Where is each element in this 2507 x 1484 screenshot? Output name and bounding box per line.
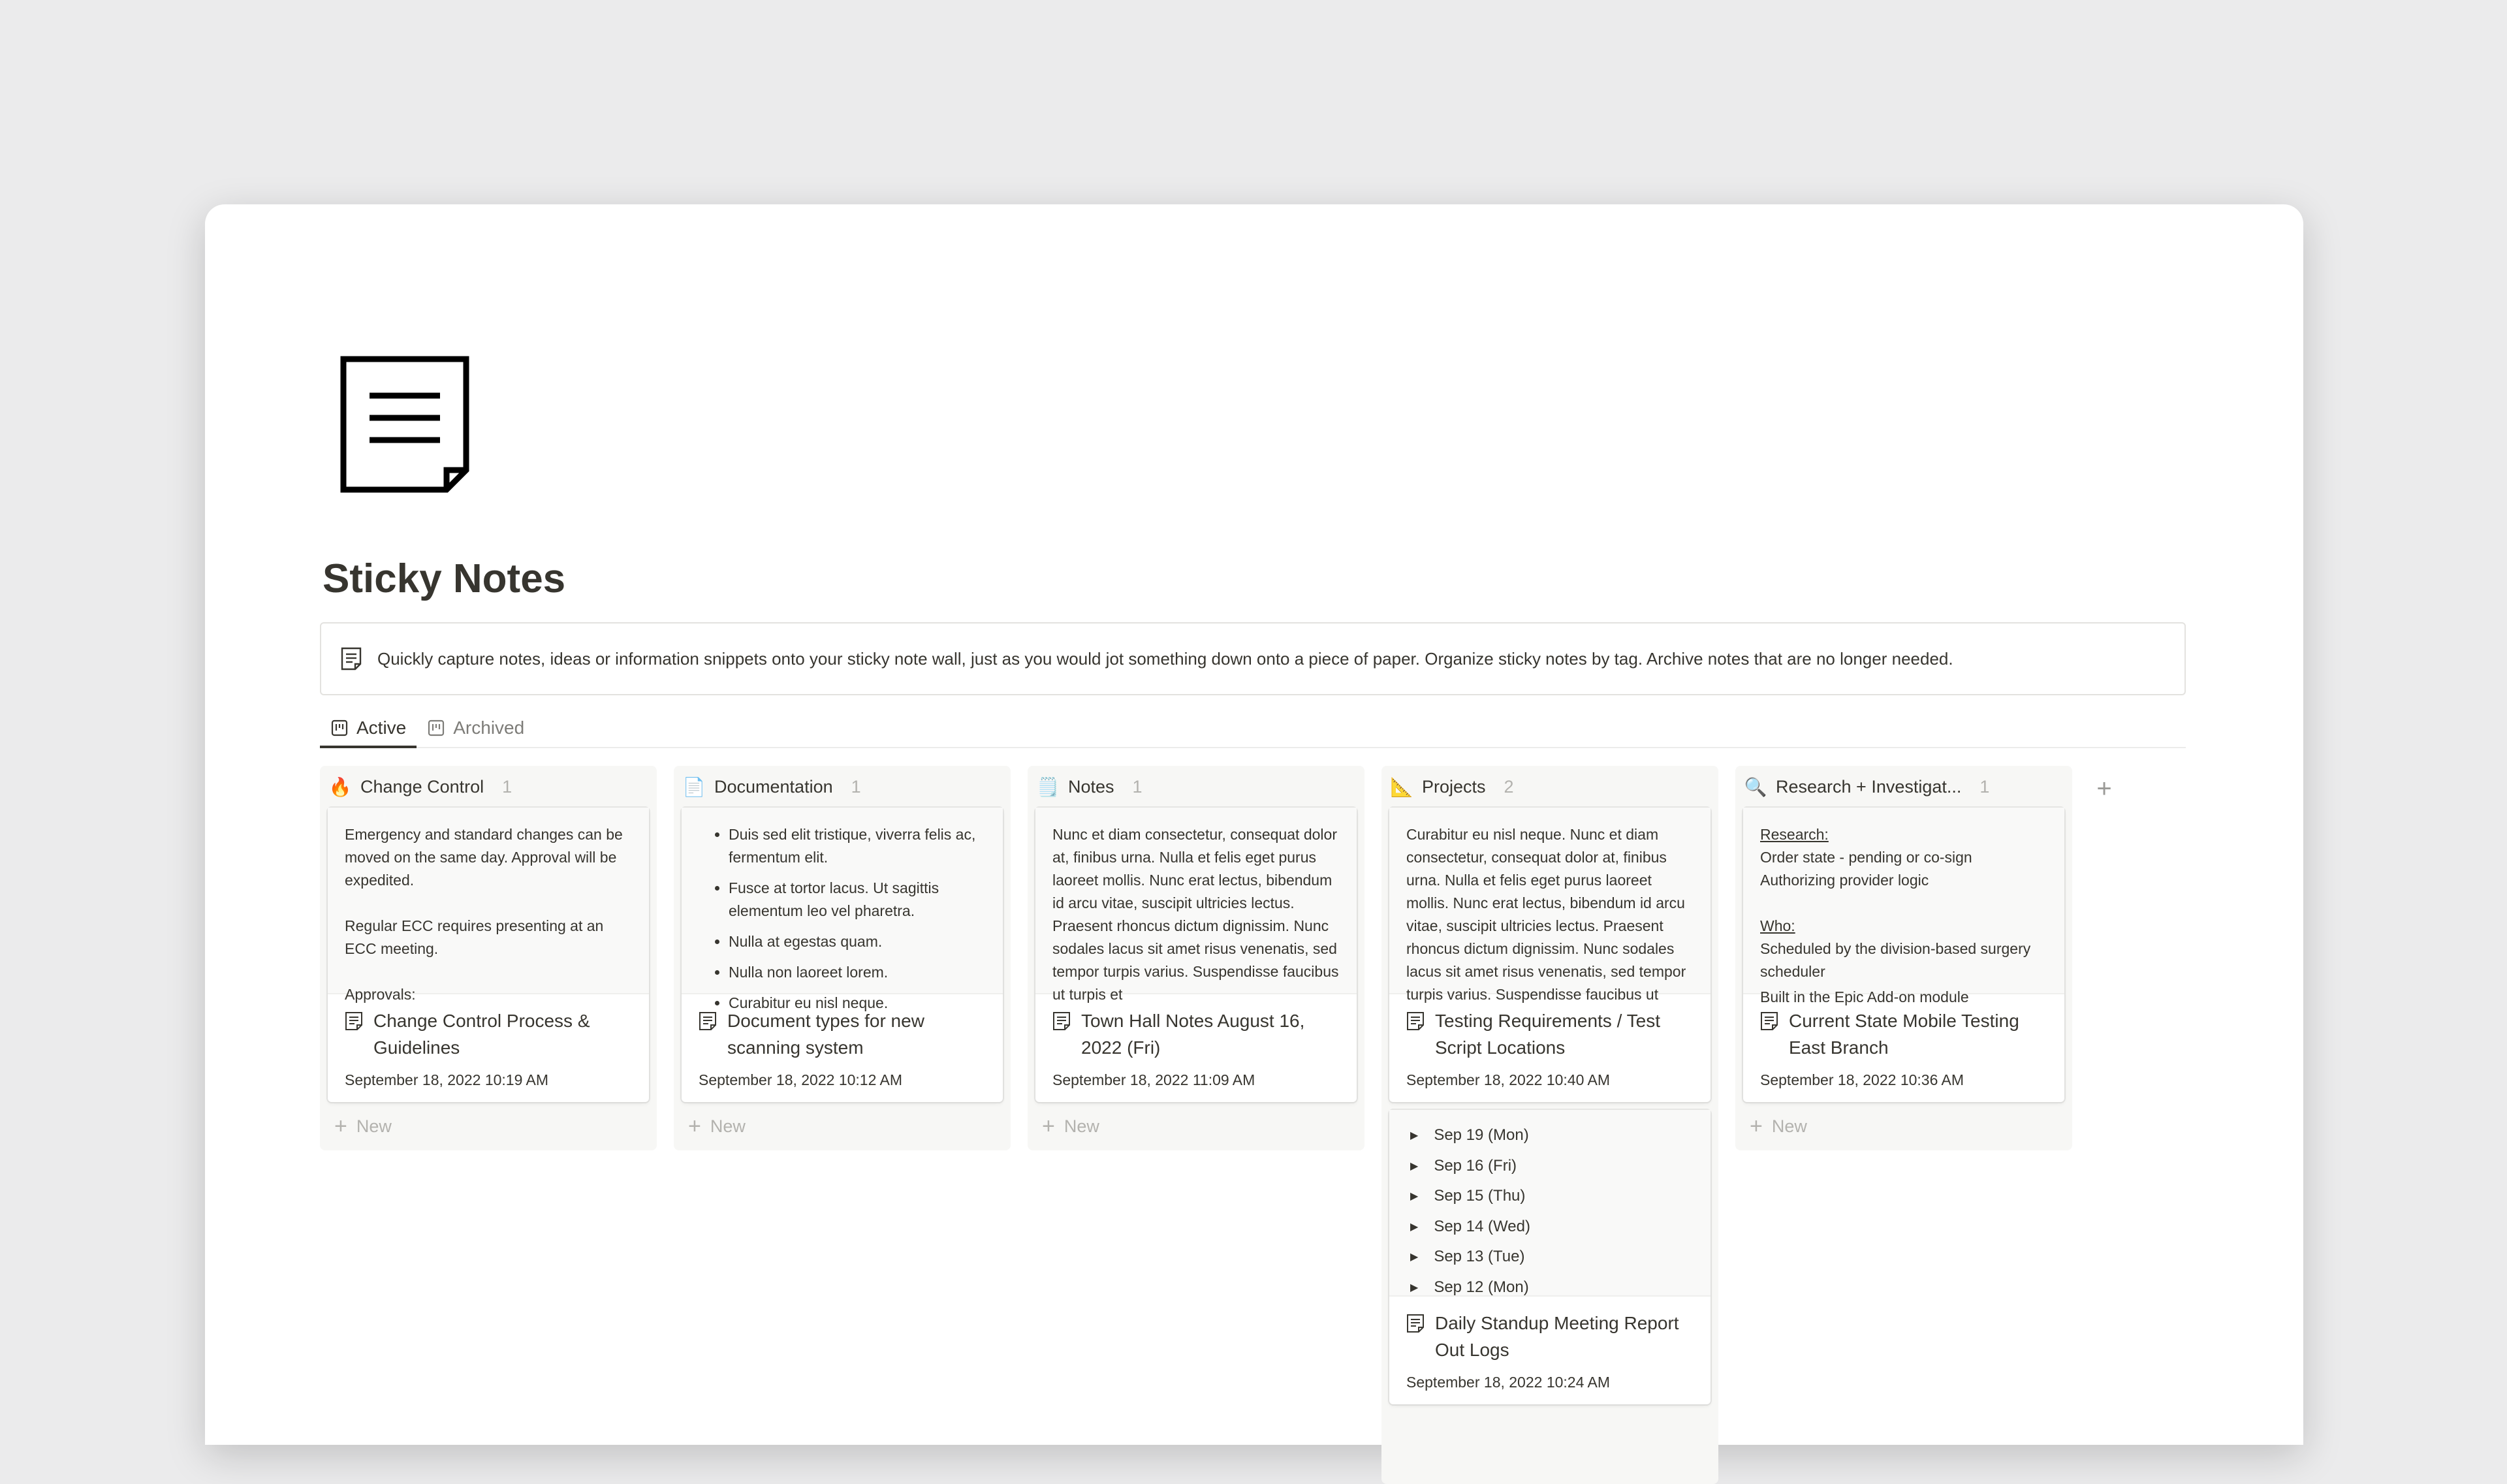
page-facing-up-icon: 📄	[682, 776, 706, 797]
toggle-triangle-icon: ▶	[1410, 1160, 1419, 1172]
column-count: 1	[851, 776, 861, 797]
note-card[interactable]	[1389, 808, 1711, 1102]
toggle-triangle-icon: ▶	[1410, 1252, 1419, 1263]
column-count: 2	[1504, 776, 1514, 797]
new-label: New	[1064, 1116, 1099, 1136]
card-title-line: Document types for new	[727, 1011, 924, 1031]
toggle-triangle-icon: ▶	[1410, 1221, 1419, 1233]
preview-bullet: • Curabitur eu nisl neque.	[729, 992, 986, 1015]
new-card-button[interactable]	[1028, 1102, 1364, 1150]
new-card-button[interactable]	[674, 1102, 1011, 1150]
note-card[interactable]	[1743, 808, 2064, 1102]
preview-label: Who:	[1760, 917, 1795, 934]
toggle-item[interactable]	[1389, 1120, 1711, 1151]
toggle-triangle-icon: ▶	[1410, 1191, 1419, 1203]
toggle-triangle-icon: ▶	[1410, 1282, 1419, 1293]
new-label: New	[356, 1116, 392, 1136]
column-name: Documentation	[714, 776, 833, 797]
new-card-button[interactable]	[1735, 1102, 2072, 1150]
board-column-documentation	[674, 766, 1011, 1150]
card-title-line: Daily Standup Meeting Report	[1435, 1313, 1679, 1333]
preview-bullet: • Fusce at tortor lacus. Ut sagittis elementum leo vel pharetra.	[729, 877, 986, 923]
page-window	[205, 204, 2303, 1445]
card-title-line: Out Logs	[1435, 1340, 1509, 1360]
add-group-button[interactable]: +	[2096, 774, 2112, 803]
plus-icon: +	[1042, 1114, 1055, 1139]
column-count: 1	[1132, 776, 1143, 797]
preview-text: Approvals:	[345, 986, 416, 1003]
plus-icon: +	[688, 1114, 701, 1139]
board-column-projects	[1381, 766, 1718, 1484]
preview-bullet: • Nulla non laoreet lorem.	[729, 961, 986, 984]
note-card[interactable]	[328, 808, 649, 1102]
board-column-research	[1735, 766, 2072, 1150]
new-label: New	[710, 1116, 746, 1136]
card-date: September 18, 2022 10:40 AM	[1406, 1071, 1610, 1088]
description-callout	[320, 622, 2186, 695]
plus-icon: +	[334, 1114, 347, 1139]
card-preview	[1389, 808, 1711, 1003]
board-view-icon	[330, 719, 349, 737]
tab-label: Active	[356, 718, 407, 738]
page-title: Sticky Notes	[323, 556, 566, 601]
column-header[interactable]	[1381, 766, 1718, 808]
plus-icon: +	[1750, 1114, 1763, 1139]
page-document-icon	[1051, 1011, 1072, 1032]
card-title-line: East Branch	[1789, 1037, 1889, 1058]
card-title-line: 2022 (Fri)	[1081, 1037, 1161, 1058]
toggle-item[interactable]	[1389, 1212, 1711, 1242]
card-title-line: Town Hall Notes August 16,	[1081, 1011, 1305, 1031]
note-card[interactable]	[682, 808, 1003, 1102]
preview-text: Nunc et diam consectetur, consequat dolor at, finibus urna. Nulla et felis eget purus laoreet mollis. Nunc erat lectus, bibendum id arcu vitae, suscipit ultricies lectus. Praesent rhoncus dictum dignissim. Nunc sodales lacus sit amet risus venenatis, sed tempor turpis varius. Suspendisse faucibus ut turpis et	[1052, 826, 1339, 1003]
column-header[interactable]	[1028, 766, 1364, 808]
toggle-item[interactable]	[1389, 1151, 1711, 1182]
column-name: Research + Investigat...	[1776, 776, 1962, 797]
card-date: September 18, 2022 11:09 AM	[1052, 1071, 1255, 1088]
preview-text: Scheduled by the division-based surgery scheduler	[1760, 940, 2031, 980]
preview-text: Curabitur eu nisl neque. Nunc et diam consectetur, consequat dolor at, finibus urna. Nulla et felis eget purus laoreet mollis. Nunc erat lectus, bibendum id arcu vitae, suscipit ultricies lectus. Praesent rhoncus dictum dignissim. Nunc sodales lacus sit amet risus venenatis, sed tempor turpis varius. Suspendisse faucibus ut	[1406, 826, 1686, 1003]
card-date: September 18, 2022 10:12 AM	[699, 1071, 902, 1088]
toggle-label: Sep 19 (Mon)	[1434, 1126, 1529, 1145]
magnifying-glass-icon: 🔍	[1744, 776, 1767, 797]
preview-text: Authorizing provider logic	[1760, 872, 1929, 889]
page-document-icon	[343, 1011, 364, 1032]
board-column-change-control	[320, 766, 657, 1150]
view-tabs	[320, 709, 2186, 748]
toggle-label: Sep 13 (Tue)	[1434, 1248, 1525, 1266]
tab-label: Archived	[453, 718, 525, 738]
card-title-line: Guidelines	[373, 1037, 460, 1058]
column-count: 1	[502, 776, 512, 797]
note-card[interactable]	[1035, 808, 1357, 1102]
tab-active[interactable]	[320, 709, 417, 747]
card-preview	[328, 808, 649, 1003]
new-card-button[interactable]	[320, 1102, 657, 1150]
card-title	[1389, 1297, 1711, 1363]
preview-text: Regular ECC requires presenting at an ECC meeting.	[345, 917, 604, 957]
column-name: Change Control	[360, 776, 484, 797]
page-document-icon	[697, 1011, 718, 1032]
card-preview	[1035, 808, 1357, 1003]
toggle-label: Sep 12 (Mon)	[1434, 1278, 1529, 1296]
toggle-label: Sep 15 (Thu)	[1434, 1187, 1526, 1205]
tab-archived[interactable]	[417, 709, 535, 747]
card-title-line: Script Locations	[1435, 1037, 1566, 1058]
column-header[interactable]	[320, 766, 657, 808]
column-header[interactable]	[1735, 766, 2072, 808]
card-preview	[1743, 808, 2064, 1005]
new-label: New	[1771, 1116, 1807, 1136]
column-name: Projects	[1422, 776, 1486, 797]
board-column-notes	[1028, 766, 1364, 1150]
column-count: 1	[1979, 776, 1990, 797]
toggle-label: Sep 16 (Fri)	[1434, 1156, 1517, 1175]
sticky-note-icon	[337, 353, 481, 496]
card-title-line: Current State Mobile Testing	[1789, 1011, 2019, 1031]
toggle-triangle-icon: ▶	[1410, 1130, 1419, 1142]
column-name: Notes	[1068, 776, 1114, 797]
toggle-item[interactable]	[1389, 1181, 1711, 1212]
preview-label: Research:	[1760, 826, 1829, 843]
preview-text: Order state - pending or co-sign	[1760, 849, 1972, 866]
card-title-line: Testing Requirements / Test	[1435, 1011, 1660, 1031]
preview-text: Built in the Epic Add-on module	[1760, 988, 1969, 1005]
toggle-label: Sep 14 (Wed)	[1434, 1217, 1530, 1235]
preview-bullet: • Duis sed elit tristique, viverra felis ac, fermentum elit.	[729, 823, 986, 869]
callout-text: Quickly capture notes, ideas or information snippets onto your sticky note wall, just as you would jot something down onto a piece of paper. Organize sticky notes by tag. Archive notes that are no longer needed.	[377, 648, 1953, 669]
card-title-line: scanning system	[727, 1037, 864, 1058]
fire-icon: 🔥	[328, 776, 352, 797]
card-date: September 18, 2022 10:36 AM	[1760, 1071, 1964, 1088]
card-date: September 18, 2022 10:19 AM	[345, 1071, 548, 1088]
page-document-icon	[1759, 1011, 1780, 1032]
card-title-line: Change Control Process &	[373, 1011, 590, 1031]
note-card[interactable]	[1389, 1110, 1711, 1404]
page-document-icon	[338, 646, 364, 672]
board-view-icon	[427, 719, 445, 737]
triangular-ruler-icon: 📐	[1390, 776, 1413, 797]
page-document-icon	[1405, 1011, 1426, 1032]
toggle-item[interactable]	[1389, 1242, 1711, 1272]
card-preview	[682, 808, 1003, 1011]
preview-bullet: • Nulla at egestas quam.	[729, 930, 986, 953]
page-document-icon	[1405, 1313, 1426, 1334]
card-preview-toggles	[1389, 1110, 1711, 1297]
column-header[interactable]	[674, 766, 1011, 808]
card-date: September 18, 2022 10:24 AM	[1406, 1374, 1610, 1391]
preview-text: Emergency and standard changes can be moved on the same day. Approval will be expedited.	[345, 826, 623, 889]
spiral-notepad-icon: 🗒️	[1036, 776, 1060, 797]
